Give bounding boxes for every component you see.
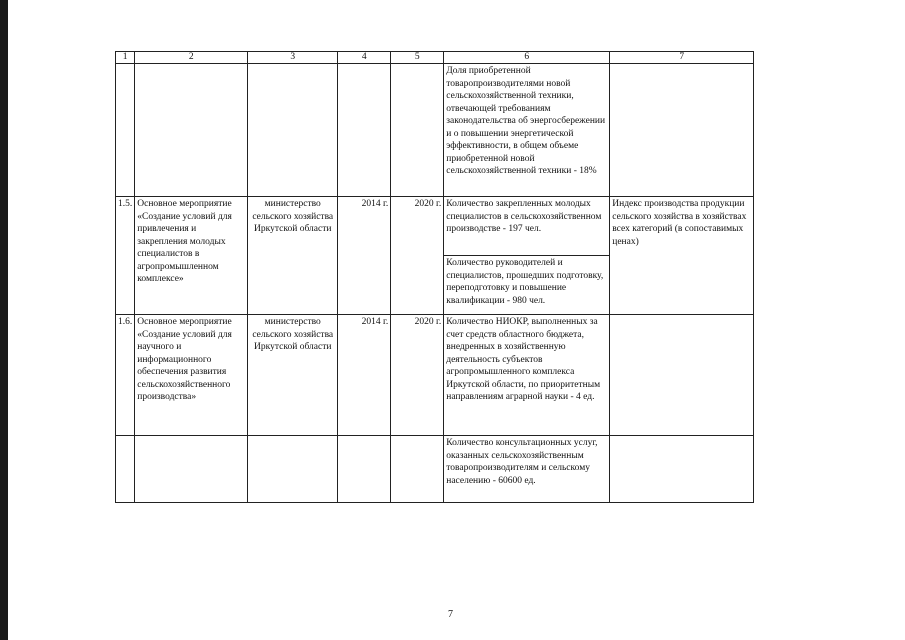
col-header-2: 2 (135, 52, 248, 64)
cell-executor: министерство сельского хозяйства Иркутской области (248, 315, 338, 436)
cell-start: 2014 г. (338, 315, 391, 436)
cell-empty (248, 64, 338, 197)
cell-empty (116, 436, 135, 503)
program-table (115, 51, 754, 503)
cell-target: Индекс производства продукции сельского хозяйства в хозяйствах всех категорий (в сопоставимых ценах) (610, 197, 754, 315)
cell-empty (338, 436, 391, 503)
col-header-3: 3 (248, 52, 338, 64)
cell-empty (135, 64, 248, 197)
cell-empty (338, 64, 391, 197)
cell-empty (135, 436, 248, 503)
table-row (116, 315, 754, 436)
page-number: 7 (448, 609, 453, 620)
cell-name: Основное мероприятие «Создание условий для научного и информационного обеспечения развития сельскохозяйственного производства» (135, 315, 248, 436)
cell-indicator: Количество руководителей и специалистов, прошедших подготовку, переподготовку и повышение квалификации - 980 чел. (444, 256, 610, 315)
col-header-4: 4 (338, 52, 391, 64)
table-row (116, 64, 754, 197)
cell-end: 2020 г. (391, 197, 444, 315)
cell-empty (610, 315, 754, 436)
col-header-6: 6 (444, 52, 610, 64)
cell-num: 1.6. (116, 315, 135, 436)
cell-empty (610, 436, 754, 503)
cell-empty (610, 64, 754, 197)
cell-end: 2020 г. (391, 315, 444, 436)
cell-executor: министерство сельского хозяйства Иркутской области (248, 197, 338, 315)
cell-indicator: Количество НИОКР, выполненных за счет средств областного бюджета, внедренных в хозяйственную деятельность субъектов агропромышленного комплекса Иркутской области, по приоритетным направлениям аграрной науки - 4 ед. (444, 315, 610, 436)
col-header-7: 7 (610, 52, 754, 64)
cell-empty (391, 64, 444, 197)
cell-indicator: Количество консультационных услуг, оказанных сельскохозяйственным товаропроизводителям и сельскому населению - 60600 ед. (444, 436, 610, 503)
cell-empty (116, 64, 135, 197)
cell-indicator: Доля приобретенной товаропроизводителями новой сельскохозяйственной техники, отвечающей требованиям законодательства об энергосбережении и о повышении энергетической эффективности, в общем объеме приобретенной новой сельскохозяйственной техники - 18% (444, 64, 610, 197)
cell-start: 2014 г. (338, 197, 391, 315)
cell-name: Основное мероприятие «Создание условий для привлечения и закрепления молодых специалистов в агропромышленном комплексе» (135, 197, 248, 315)
col-header-5: 5 (391, 52, 444, 64)
scan-edge (0, 0, 8, 640)
cell-num: 1.5. (116, 197, 135, 315)
table-row (116, 436, 754, 503)
cell-empty (248, 436, 338, 503)
table-row (116, 197, 754, 256)
cell-indicator: Количество закрепленных молодых специалистов в сельскохозяйственном производстве - 197 чел. (444, 197, 610, 256)
col-header-1: 1 (116, 52, 135, 64)
cell-empty (391, 436, 444, 503)
header-row (116, 52, 754, 64)
